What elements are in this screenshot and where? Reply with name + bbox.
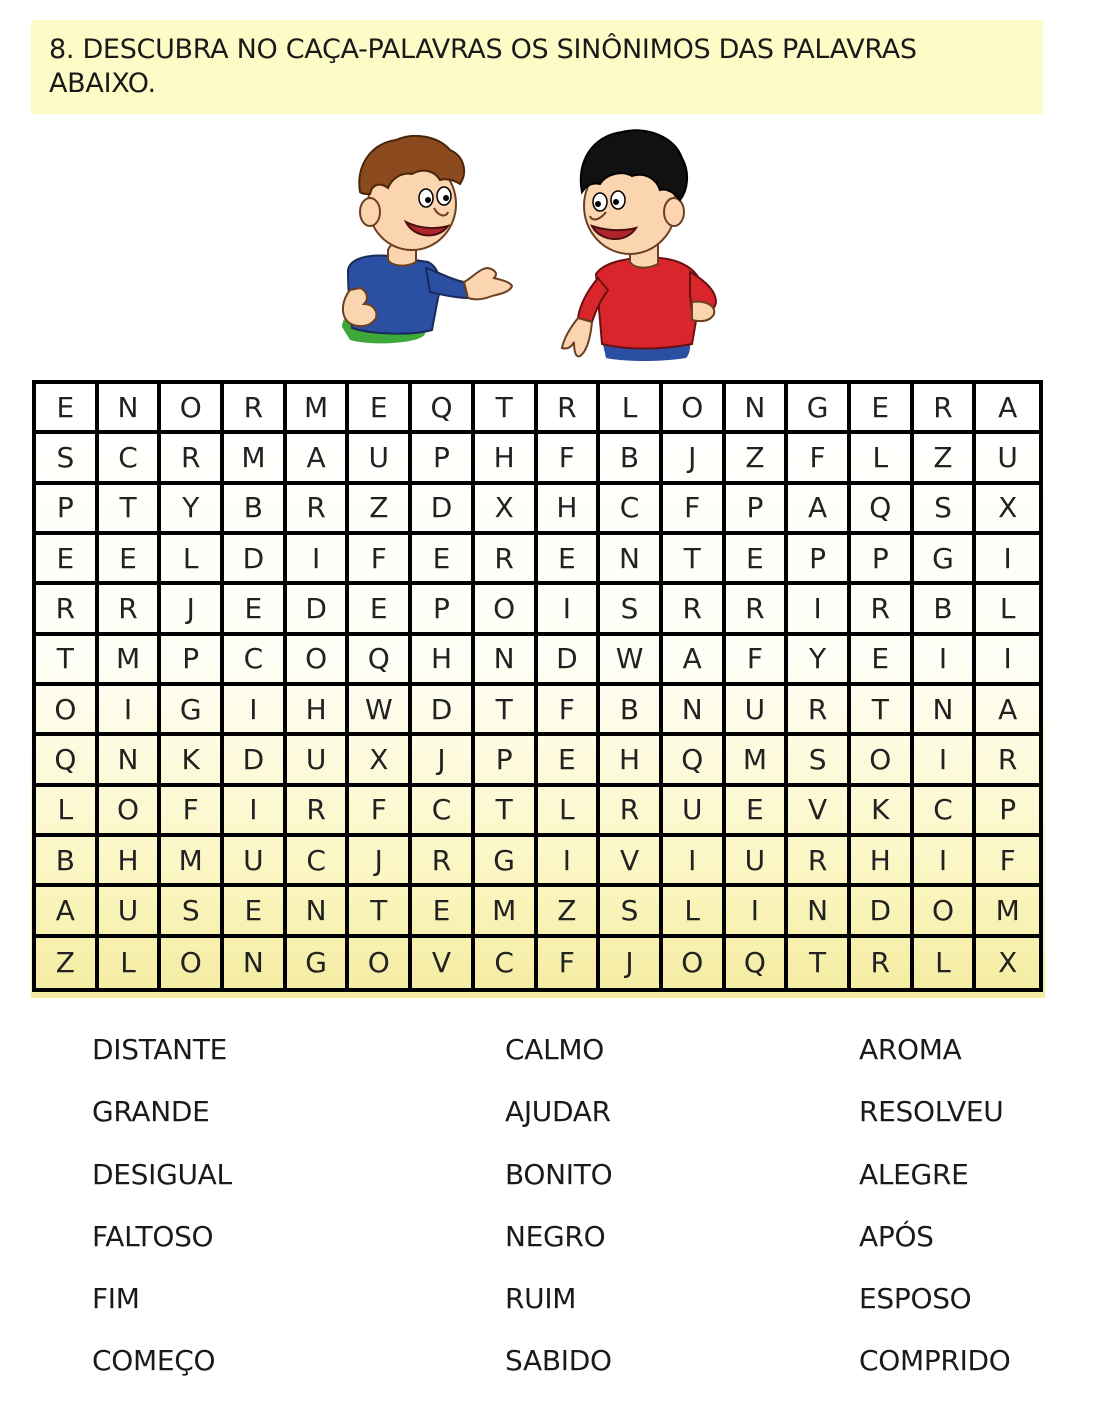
grid-cell[interactable]: T bbox=[99, 485, 162, 535]
grid-cell[interactable]: I bbox=[914, 736, 977, 786]
grid-cell[interactable]: R bbox=[538, 384, 601, 434]
grid-cell[interactable]: W bbox=[600, 636, 663, 686]
grid-cell[interactable]: I bbox=[726, 887, 789, 937]
grid-cell[interactable]: G bbox=[788, 384, 851, 434]
grid-cell[interactable]: D bbox=[412, 485, 475, 535]
grid-cell[interactable]: X bbox=[349, 736, 412, 786]
grid-cell[interactable]: E bbox=[538, 736, 601, 786]
grid-cell[interactable]: Z bbox=[36, 938, 99, 988]
grid-cell[interactable]: N bbox=[726, 384, 789, 434]
grid-cell[interactable]: Y bbox=[788, 636, 851, 686]
grid-cell[interactable]: U bbox=[99, 887, 162, 937]
grid-cell[interactable]: E bbox=[412, 887, 475, 937]
grid-cell[interactable]: D bbox=[287, 585, 350, 635]
grid-cell[interactable]: R bbox=[287, 787, 350, 837]
grid-cell[interactable]: H bbox=[99, 837, 162, 887]
grid-cell[interactable]: H bbox=[538, 485, 601, 535]
grid-cell[interactable]: P bbox=[161, 636, 224, 686]
two-boys-talking-illustration bbox=[330, 122, 730, 377]
grid-cell[interactable]: M bbox=[224, 434, 287, 484]
grid-cell[interactable]: M bbox=[726, 736, 789, 786]
grid-cell[interactable]: L bbox=[36, 787, 99, 837]
grid-cell[interactable]: B bbox=[600, 434, 663, 484]
word-search-puzzle bbox=[31, 378, 1045, 998]
grid-cell[interactable]: E bbox=[851, 384, 914, 434]
grid-cell[interactable]: I bbox=[976, 636, 1039, 686]
grid-cell[interactable]: O bbox=[663, 938, 726, 988]
grid-cell[interactable]: N bbox=[663, 686, 726, 736]
grid-cell[interactable]: A bbox=[36, 887, 99, 937]
grid-cell[interactable]: Q bbox=[663, 736, 726, 786]
grid-cell[interactable]: O bbox=[36, 686, 99, 736]
grid-cell[interactable]: S bbox=[600, 585, 663, 635]
grid-cell[interactable]: U bbox=[663, 787, 726, 837]
grid-cell[interactable]: E bbox=[36, 535, 99, 585]
grid-cell[interactable]: P bbox=[412, 434, 475, 484]
grid-cell[interactable]: J bbox=[663, 434, 726, 484]
grid-cell[interactable]: V bbox=[412, 938, 475, 988]
word-list-item: FALTOSO bbox=[92, 1219, 214, 1253]
grid-cell[interactable]: J bbox=[412, 736, 475, 786]
word-list-item: AROMA bbox=[859, 1033, 962, 1066]
grid-cell[interactable]: T bbox=[349, 887, 412, 937]
grid-cell[interactable]: B bbox=[600, 686, 663, 736]
grid-cell[interactable]: N bbox=[99, 736, 162, 786]
word-list-item: FIM bbox=[92, 1282, 140, 1316]
word-list-item: BONITO bbox=[505, 1157, 613, 1191]
grid-cell[interactable]: Q bbox=[412, 384, 475, 434]
grid-cell[interactable]: I bbox=[99, 686, 162, 736]
grid-cell[interactable]: S bbox=[161, 887, 224, 937]
grid-cell[interactable]: H bbox=[287, 686, 350, 736]
word-list-item: SABIDO bbox=[505, 1344, 612, 1378]
word-list-column-3 bbox=[859, 1030, 1011, 1404]
grid-cell[interactable]: I bbox=[663, 837, 726, 887]
grid-cell[interactable]: L bbox=[976, 585, 1039, 635]
grid-cell[interactable]: L bbox=[99, 938, 162, 988]
instruction-box bbox=[31, 20, 1043, 114]
right-boy bbox=[562, 130, 716, 361]
grid-cell[interactable]: R bbox=[726, 585, 789, 635]
grid-cell[interactable]: Z bbox=[538, 887, 601, 937]
grid-cell[interactable]: Q bbox=[851, 485, 914, 535]
grid-cell[interactable]: J bbox=[349, 837, 412, 887]
grid-cell[interactable]: X bbox=[998, 946, 1018, 980]
grid-cell[interactable]: O bbox=[914, 887, 977, 937]
grid-cell[interactable]: R bbox=[663, 585, 726, 635]
grid-cell[interactable]: D bbox=[412, 686, 475, 736]
grid-cell[interactable]: M bbox=[287, 384, 350, 434]
grid-cell[interactable]: B bbox=[36, 837, 99, 887]
grid-cell[interactable]: T bbox=[475, 787, 538, 837]
grid-cell[interactable]: G bbox=[287, 938, 350, 988]
grid-cell[interactable]: O bbox=[161, 938, 224, 988]
grid-cell[interactable]: O bbox=[663, 384, 726, 434]
grid-cell[interactable]: A bbox=[287, 434, 350, 484]
grid-cell[interactable]: N bbox=[914, 686, 977, 736]
grid-cell[interactable]: T bbox=[475, 686, 538, 736]
grid-cell[interactable]: R bbox=[914, 384, 977, 434]
grid-cell[interactable]: C bbox=[99, 434, 162, 484]
grid-cell[interactable]: C bbox=[412, 787, 475, 837]
grid-cell[interactable]: I bbox=[224, 787, 287, 837]
grid-cell[interactable]: N bbox=[287, 887, 350, 937]
word-list-item: ESPOSO bbox=[859, 1282, 972, 1316]
grid-cell[interactable]: Y bbox=[161, 485, 224, 535]
grid-cell[interactable]: L bbox=[600, 384, 663, 434]
grid-cell[interactable]: A bbox=[976, 384, 1039, 434]
grid-cell[interactable]: X bbox=[475, 485, 538, 535]
grid-cell[interactable]: U bbox=[349, 434, 412, 484]
grid-cell[interactable]: G bbox=[475, 837, 538, 887]
grid-cell[interactable]: P bbox=[788, 535, 851, 585]
grid-cell[interactable]: C bbox=[287, 837, 350, 887]
grid-cell[interactable]: O bbox=[349, 938, 412, 988]
grid-cell[interactable]: P bbox=[976, 787, 1039, 837]
word-list-item: DISTANTE bbox=[92, 1033, 228, 1066]
word-list-item: NEGRO bbox=[505, 1219, 606, 1253]
grid-cell[interactable]: R bbox=[851, 938, 914, 988]
word-list-item: GRANDE bbox=[92, 1095, 210, 1129]
grid-cell[interactable]: A bbox=[976, 686, 1039, 736]
grid-cell[interactable]: C bbox=[914, 787, 977, 837]
grid-cell[interactable]: K bbox=[851, 787, 914, 837]
grid-cell[interactable]: D bbox=[224, 535, 287, 585]
grid-cell[interactable]: R bbox=[287, 485, 350, 535]
grid-cell[interactable]: I bbox=[914, 636, 977, 686]
grid-cell[interactable]: F bbox=[161, 787, 224, 837]
grid-cell[interactable]: E bbox=[412, 535, 475, 585]
grid-cell[interactable]: S bbox=[788, 736, 851, 786]
grid-cell[interactable]: C bbox=[224, 636, 287, 686]
grid-cell[interactable]: M bbox=[161, 837, 224, 887]
grid-cell[interactable]: O bbox=[99, 787, 162, 837]
grid-cell[interactable]: E bbox=[36, 384, 99, 434]
grid-cell[interactable]: L bbox=[161, 535, 224, 585]
left-boy bbox=[342, 136, 512, 343]
grid-cell[interactable]: D bbox=[224, 736, 287, 786]
grid-cell[interactable]: R bbox=[475, 535, 538, 585]
grid-cell[interactable]: F bbox=[349, 787, 412, 837]
grid-cell[interactable]: S bbox=[914, 485, 977, 535]
grid-cell[interactable]: R bbox=[161, 434, 224, 484]
grid-cell[interactable]: E bbox=[349, 585, 412, 635]
grid-cell[interactable]: J bbox=[161, 585, 224, 635]
grid-cell[interactable]: F bbox=[538, 686, 601, 736]
grid-cell[interactable]: R bbox=[976, 736, 1039, 786]
grid-cell[interactable]: T bbox=[663, 535, 726, 585]
grid-cell[interactable]: R bbox=[412, 837, 475, 887]
grid-cell[interactable]: T bbox=[475, 384, 538, 434]
grid-cell[interactable]: O bbox=[851, 736, 914, 786]
word-list bbox=[0, 1030, 1095, 1400]
grid-cell[interactable]: P bbox=[851, 535, 914, 585]
grid-cell[interactable]: H bbox=[412, 636, 475, 686]
grid-cell[interactable]: R bbox=[788, 837, 851, 887]
grid-cell[interactable]: L bbox=[538, 787, 601, 837]
grid-cell[interactable]: W bbox=[349, 686, 412, 736]
grid-cell[interactable]: Q bbox=[726, 938, 789, 988]
word-list-column-2 bbox=[505, 1030, 612, 1404]
grid-cell[interactable]: R bbox=[99, 585, 162, 635]
instruction-line-2: ABAIXO. bbox=[49, 68, 156, 99]
grid-cell[interactable]: U bbox=[726, 837, 789, 887]
grid-cell[interactable]: R bbox=[224, 384, 287, 434]
grid-cell[interactable]: P bbox=[726, 485, 789, 535]
grid-cell[interactable]: T bbox=[36, 636, 99, 686]
word-list-item: RUIM bbox=[505, 1282, 577, 1316]
grid-cell[interactable]: F bbox=[726, 636, 789, 686]
grid-cell[interactable]: I bbox=[224, 686, 287, 736]
grid-cell[interactable]: N bbox=[224, 938, 287, 988]
grid-cell[interactable]: P bbox=[412, 585, 475, 635]
grid-cell[interactable]: M bbox=[976, 887, 1039, 937]
grid-cell[interactable]: T bbox=[788, 938, 851, 988]
grid-cell[interactable]: Z bbox=[914, 434, 977, 484]
grid-cell[interactable]: A bbox=[663, 636, 726, 686]
grid-cell[interactable]: V bbox=[600, 837, 663, 887]
word-list-item: APÓS bbox=[859, 1219, 934, 1253]
grid-cell[interactable]: R bbox=[36, 585, 99, 635]
word-list-item: DESIGUAL bbox=[92, 1157, 232, 1191]
grid-cell[interactable]: M bbox=[99, 636, 162, 686]
grid-cell[interactable]: O bbox=[475, 585, 538, 635]
grid-cell[interactable]: E bbox=[726, 787, 789, 837]
grid-cell[interactable]: Q bbox=[349, 636, 412, 686]
word-list-item: ALEGRE bbox=[859, 1157, 969, 1191]
grid-cell[interactable]: R bbox=[788, 686, 851, 736]
grid-cell[interactable]: D bbox=[538, 636, 601, 686]
grid-cell[interactable]: H bbox=[600, 736, 663, 786]
grid-cell[interactable]: I bbox=[788, 585, 851, 635]
grid-cell[interactable]: F bbox=[788, 434, 851, 484]
grid-cell[interactable]: P bbox=[36, 485, 99, 535]
grid-cell[interactable]: Q bbox=[36, 736, 99, 786]
grid-cell[interactable]: G bbox=[161, 686, 224, 736]
word-list-item: COMEÇO bbox=[92, 1344, 216, 1378]
grid-cell[interactable]: U bbox=[976, 434, 1039, 484]
grid-cell[interactable]: E bbox=[224, 585, 287, 635]
grid-cell[interactable]: B bbox=[224, 485, 287, 535]
grid-cell[interactable]: E bbox=[538, 535, 601, 585]
grid-cell[interactable]: I bbox=[538, 837, 601, 887]
grid-cell[interactable]: I bbox=[538, 585, 601, 635]
grid-cell[interactable]: I bbox=[976, 535, 1039, 585]
grid-cell[interactable]: F bbox=[663, 485, 726, 535]
grid-cell[interactable]: L bbox=[851, 434, 914, 484]
grid-cell[interactable]: J bbox=[600, 938, 663, 988]
grid-cell[interactable]: S bbox=[36, 434, 99, 484]
grid-cell[interactable]: E bbox=[224, 887, 287, 937]
grid-cell[interactable]: E bbox=[349, 384, 412, 434]
grid-cell[interactable]: N bbox=[600, 535, 663, 585]
grid-cell[interactable]: K bbox=[161, 736, 224, 786]
grid-cell[interactable]: F bbox=[538, 434, 601, 484]
grid-cell[interactable]: U bbox=[726, 686, 789, 736]
grid-cell[interactable]: Z bbox=[349, 485, 412, 535]
word-search-grid bbox=[32, 380, 1043, 992]
grid-cell[interactable]: F bbox=[976, 837, 1039, 887]
grid-cell[interactable]: L bbox=[914, 938, 977, 988]
grid-cell[interactable]: E bbox=[99, 535, 162, 585]
grid-cell[interactable]: N bbox=[475, 636, 538, 686]
grid-cell[interactable]: R bbox=[600, 787, 663, 837]
grid-cell[interactable]: M bbox=[475, 887, 538, 937]
grid-cell[interactable]: N bbox=[788, 887, 851, 937]
word-list-item: COMPRIDO bbox=[859, 1344, 1011, 1378]
grid-cell[interactable]: A bbox=[788, 485, 851, 535]
grid-cell[interactable]: E bbox=[851, 636, 914, 686]
grid-cell[interactable]: N bbox=[99, 384, 162, 434]
grid-cell[interactable]: R bbox=[851, 585, 914, 635]
grid-cell[interactable]: F bbox=[538, 938, 601, 988]
grid-cell[interactable]: S bbox=[600, 887, 663, 937]
grid-cell[interactable]: V bbox=[788, 787, 851, 837]
grid-cell[interactable]: F bbox=[349, 535, 412, 585]
grid-cell[interactable]: I bbox=[914, 837, 977, 887]
grid-cell[interactable]: O bbox=[161, 384, 224, 434]
grid-cell[interactable]: O bbox=[287, 636, 350, 686]
grid-cell[interactable]: G bbox=[914, 535, 977, 585]
grid-cell[interactable]: X bbox=[976, 485, 1039, 535]
grid-cell[interactable]: E bbox=[726, 535, 789, 585]
grid-cell[interactable]: H bbox=[851, 837, 914, 887]
grid-cell[interactable]: C bbox=[475, 938, 538, 988]
grid-cell[interactable]: P bbox=[475, 736, 538, 786]
grid-cell[interactable]: L bbox=[663, 887, 726, 937]
word-list-item: CALMO bbox=[505, 1033, 605, 1066]
grid-cell[interactable]: B bbox=[914, 585, 977, 635]
grid-cell[interactable]: U bbox=[224, 837, 287, 887]
word-list-column-1 bbox=[92, 1030, 232, 1404]
grid-cell[interactable]: I bbox=[287, 535, 350, 585]
grid-cell[interactable]: D bbox=[851, 887, 914, 937]
instruction-line-1: 8. DESCUBRA NO CAÇA-PALAVRAS OS SINÔNIMOS DAS PALAVRAS bbox=[49, 34, 917, 65]
grid-cell[interactable]: C bbox=[600, 485, 663, 535]
grid-cell[interactable]: T bbox=[851, 686, 914, 736]
grid-cell[interactable]: Z bbox=[726, 434, 789, 484]
word-list-item: RESOLVEU bbox=[859, 1095, 1004, 1129]
grid-cell[interactable]: U bbox=[287, 736, 350, 786]
grid-cell[interactable]: H bbox=[475, 434, 538, 484]
word-list-item: AJUDAR bbox=[505, 1095, 611, 1129]
